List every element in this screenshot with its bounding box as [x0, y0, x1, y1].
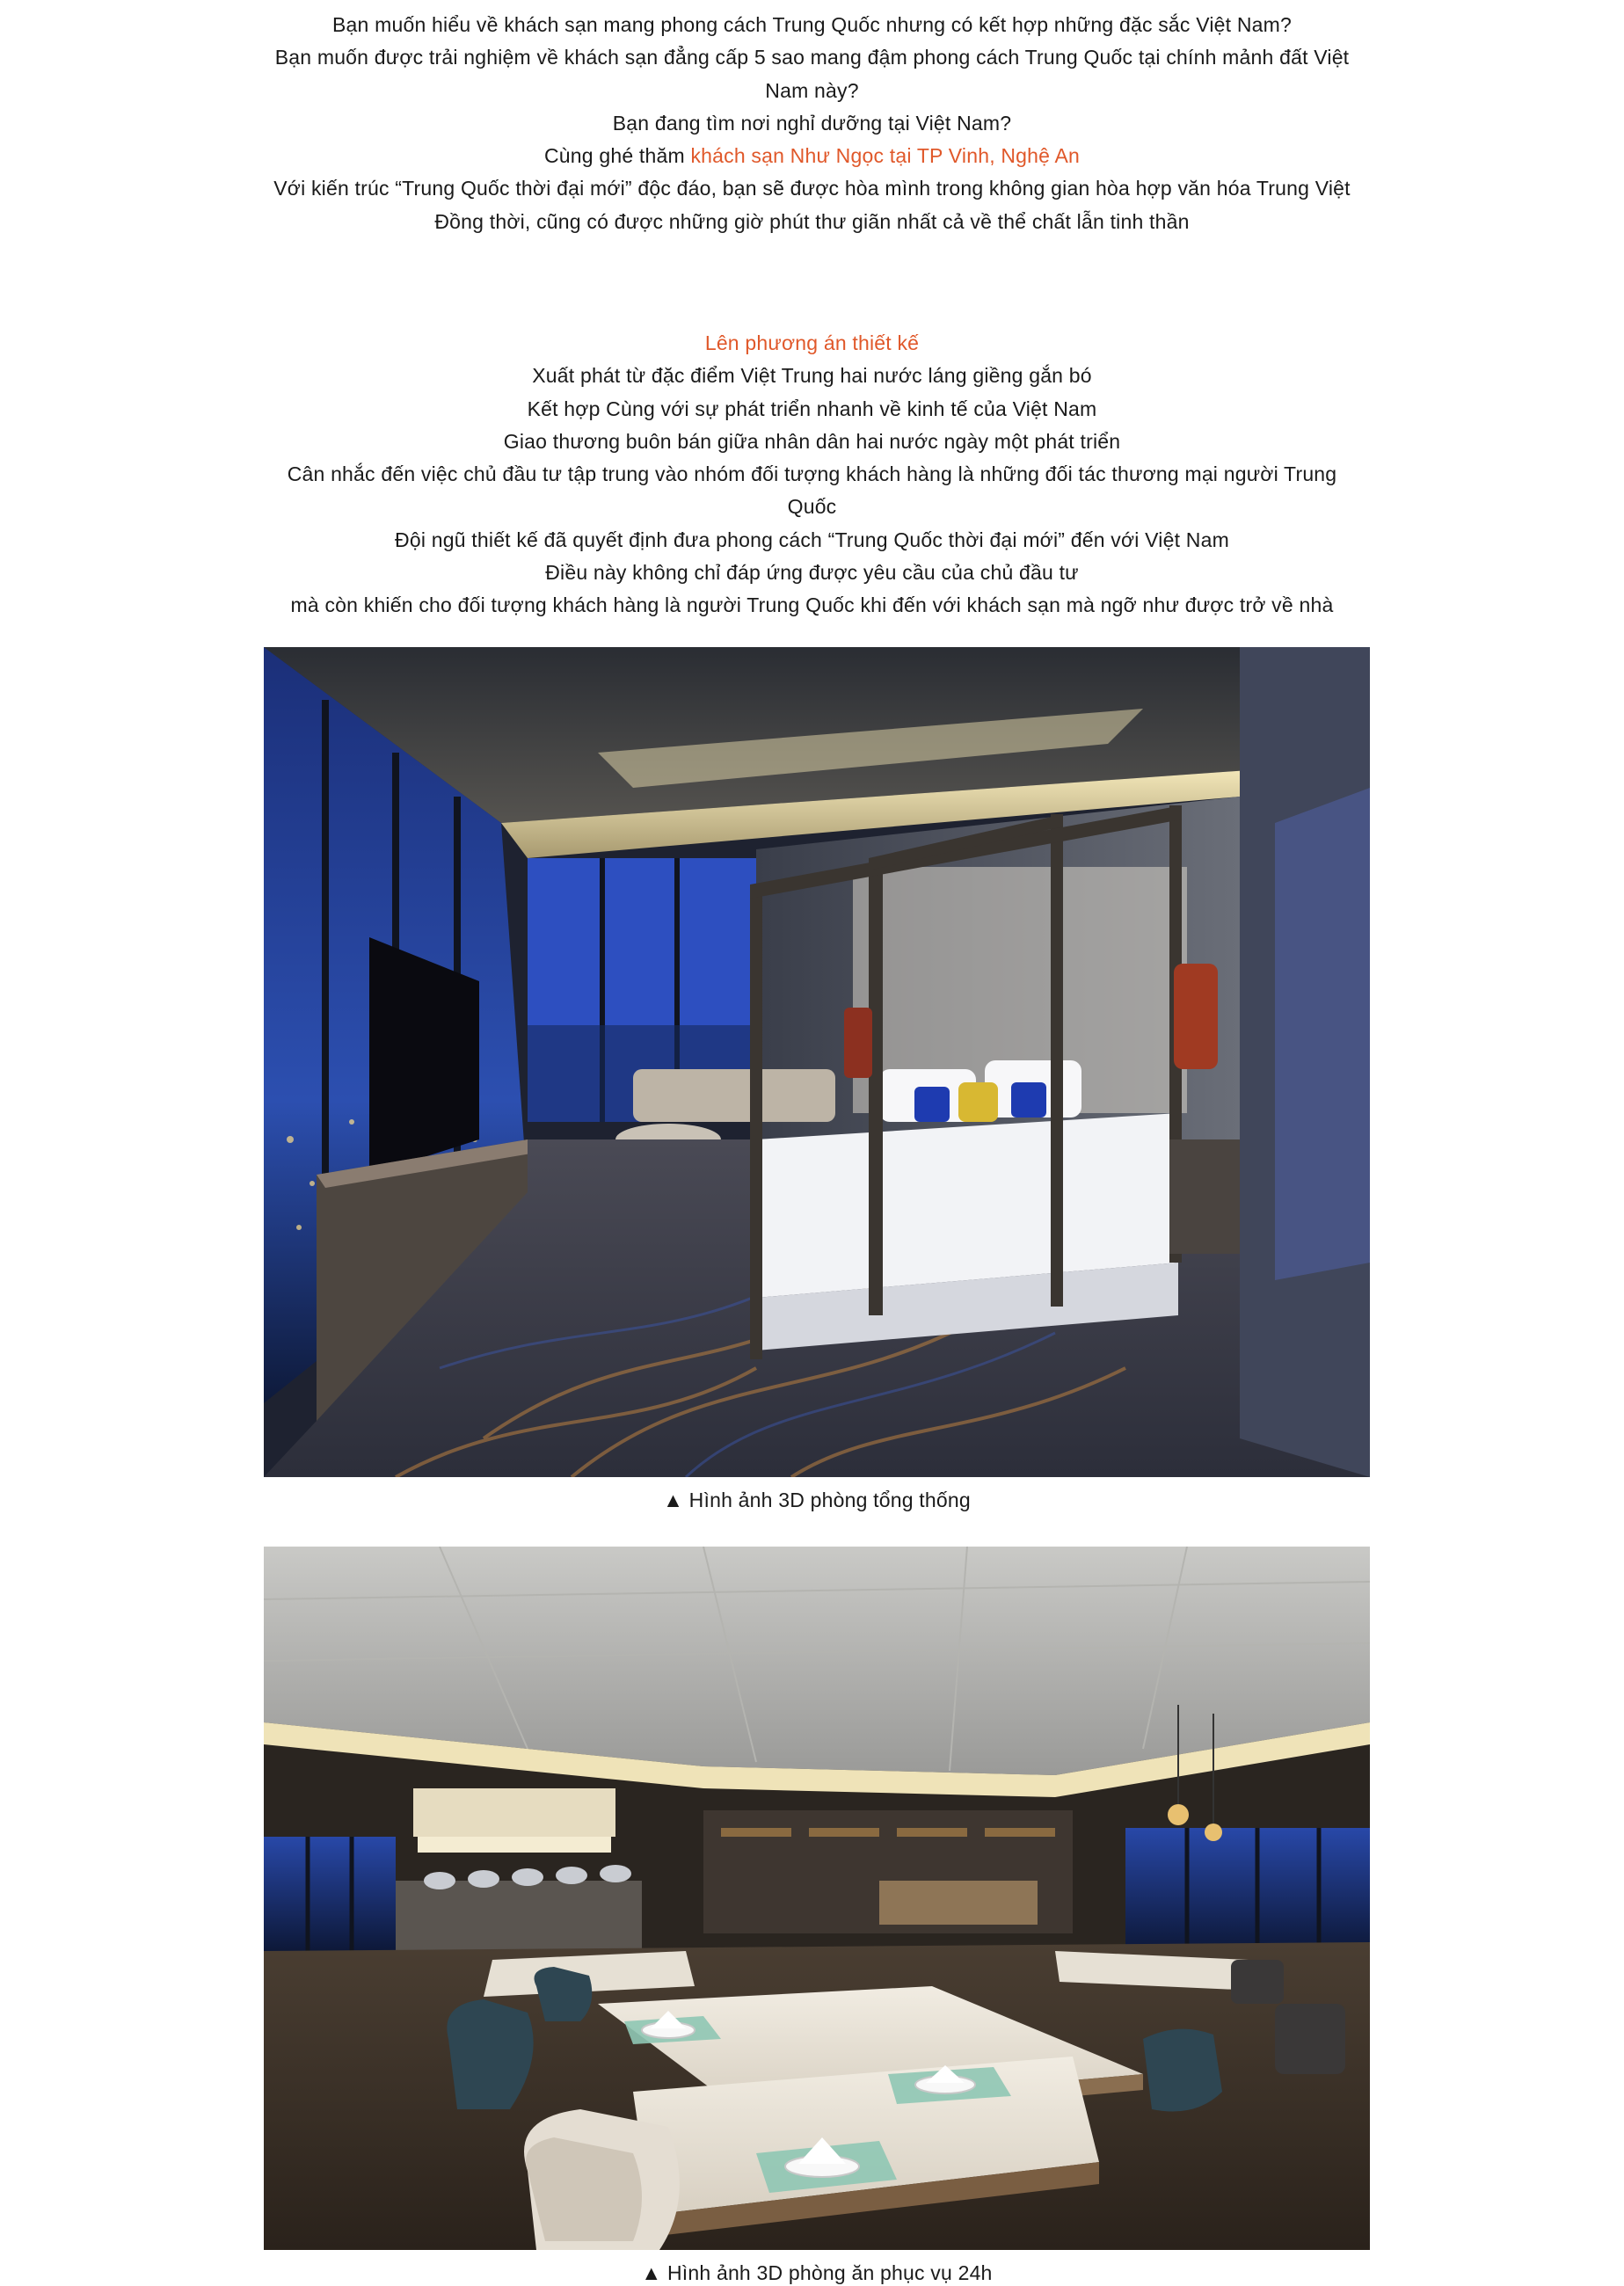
relax-line: Đồng thời, cũng có được những giờ phút thư giãn nhất cả về thể chất lẫn tinh thần — [434, 209, 1190, 233]
design-line: Cân nhắc đến việc chủ đầu tư tập trung vào nhóm đối tượng khách hàng là những đối tác thương mại người Trung Quốc — [287, 462, 1337, 519]
hotel-link[interactable]: khách sạn Như Ngọc tại TP Vinh, Nghệ An — [690, 144, 1081, 168]
design-line: Điều này không chỉ đáp ứng được yêu cầu của chủ đầu tư — [545, 561, 1079, 585]
design-section — [264, 327, 1360, 622]
design-line: Đội ngũ thiết kế đã quyết định đưa phong cách “Trung Quốc thời đại mới” đến với Việt Nam — [395, 528, 1229, 551]
intro-line: Bạn đang tìm nơi nghỉ dưỡng tại Việt Nam? — [612, 111, 1012, 135]
dining-room-photo — [264, 1547, 1370, 2250]
design-line: Giao thương buôn bán giữa nhân dân hai nước ngày một phát triển — [503, 429, 1121, 453]
architecture-line: Với kiến trúc “Trung Quốc thời đại mới” độc đáo, bạn sẽ được hòa mình trong không gian hòa hợp văn hóa Trung Việt — [273, 177, 1351, 200]
figure-caption: ▲ Hình ảnh 3D phòng tổng thống — [663, 1489, 971, 1511]
design-line: Kết hợp Cùng với sự phát triển nhanh về kinh tế của Việt Nam — [527, 397, 1097, 420]
figure-caption: ▲ Hình ảnh 3D phòng ăn phục vụ 24h — [641, 2261, 993, 2284]
visit-line — [264, 140, 1360, 172]
dining-room-illustration — [264, 1547, 1370, 2250]
design-line: Xuất phát từ đặc điểm Việt Trung hai nước láng giềng gắn bó — [532, 364, 1092, 388]
intro-line: Bạn muốn hiểu về khách sạn mang phong cách Trung Quốc nhưng có kết hợp những đặc sắc Việt Nam? — [332, 13, 1292, 36]
presidential-suite-illustration — [264, 647, 1370, 1477]
intro-line: Bạn muốn được trải nghiệm về khách sạn đẳng cấp 5 sao mang đậm phong cách Trung Quốc tại chính mảnh đất Việt Nam này? — [274, 46, 1350, 102]
design-line: mà còn khiến cho đối tượng khách hàng là người Trung Quốc khi đến với khách sạn mà ngỡ như được trở về nhà — [290, 593, 1334, 617]
presidential-suite-photo — [264, 647, 1370, 1477]
design-heading: Lên phương án thiết kế — [704, 331, 920, 354]
intro-section — [264, 9, 1360, 238]
visit-prefix: Cùng ghé thăm — [543, 144, 691, 168]
